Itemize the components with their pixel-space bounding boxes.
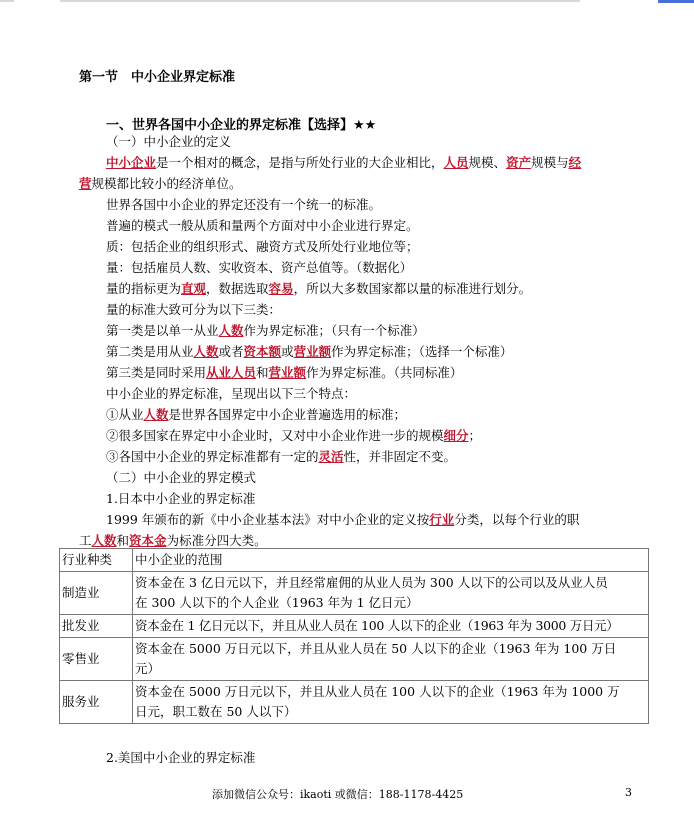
table-cell-scope [133,615,649,638]
keyword-capital-fund: 资本金 [129,533,167,548]
table-cell-industry: 批发业 [60,615,133,638]
definition-paragraph-line1 [106,153,581,173]
text-span: 和 [256,365,269,380]
text-span: 性，并非固定不变。 [343,449,457,464]
table-cell-scope [133,572,649,615]
text-span: 作为界定标准。（共同标准） [306,365,463,380]
top-accent-bar [658,0,694,3]
text-span: 第二类是用从业 [106,344,194,359]
top-border-segment [0,0,14,2]
text-span: 第一类是以单一从业 [106,323,219,338]
text-span: 作为界定标准；（只有一个标准） [243,323,425,338]
keyword-employees: 从业人员 [206,365,257,380]
keyword-revenue: 营业额 [268,365,307,380]
text-span: 规模、 [468,155,507,170]
table-cell-industry: 制造业 [60,572,133,615]
text-span: ②很多国家在界定中小企业时，又对中小企业作进一步的规模 [106,428,444,443]
heading-world-standards: 一、世界各国中小企业的界定标准【选择】★★ [106,118,377,133]
text-span: 工 [79,533,92,548]
text-span: 规模与 [531,155,569,170]
table-row [60,572,649,615]
keyword-flexible: 灵活 [318,449,344,464]
keyword-operation-part1: 经 [568,155,582,170]
keyword-industry: 行业 [429,512,455,527]
text-span: 和 [116,533,130,548]
text-span: 是一个相对的概念，是指与所处行业的大企业相比， [156,155,444,170]
table-cell-scope [133,681,649,724]
text-span: 或 [281,344,294,359]
definition-paragraph-line2 [79,174,242,194]
scope-line: 资本金在 5000 万日元以下，并且从业人员在 50 人以下的企业（1963 年为 100 万日 [135,641,617,656]
table-cell-scope [133,638,649,681]
text-span: 规模都比较小的经济单位。 [91,176,242,191]
keyword-revenue: 营业额 [293,344,332,359]
subheading-definition: （一）中小企业的定义 [106,134,232,149]
line-quantity: 量：包括雇员人数、实收资本、资产总值等。（数据化） [106,260,413,275]
scope-line: 资本金在 5000 万日元以下，并且从业人员在 100 人以下的企业（1963 年为 1000 万 [135,684,620,699]
table-row [60,681,649,724]
line-features: 中小企业的界定标准，呈现出以下三个特点： [106,386,357,401]
scope-line: 元） [135,661,161,676]
category-3 [106,363,462,383]
line-quality: 质：包括企业的组织形式、融资方式及所处行业地位等； [106,239,419,254]
keyword-headcount: 人数 [143,407,169,422]
japan-paragraph-line1 [106,510,579,530]
keyword-assets: 资产 [506,155,532,170]
scope-line: 日元，职工数在 50 人以下） [135,704,297,719]
japan-title: 1.日本中小企业的界定标准 [106,491,256,506]
table-header-row [60,549,649,572]
text-span: ； [468,428,482,443]
scope-line: 资本金在 1 亿日元以下，并且从业人员在 100 人以下的企业（1963 年为 3000 万日元） [135,618,619,633]
keyword-headcount: 人数 [193,344,219,359]
page-number: 3 [625,786,632,799]
keyword-sme: 中小企业 [106,155,157,170]
line-indicator [106,279,531,299]
feature-3 [106,447,456,467]
table-header-cell: 中小企业的范围 [133,549,649,572]
line-no-unified-standard: 世界各国中小企业的界定还没有一个统一的标准。 [106,197,382,212]
section-title: 第一节 中小企业界定标准 [79,70,236,85]
table-row [60,638,649,681]
text-span: 或者 [218,344,244,359]
keyword-capital: 资本额 [243,344,282,359]
feature-2 [106,426,481,446]
subheading-modes: （二）中小企业的界定模式 [106,470,257,485]
scope-line: 在 300 人以下的个人企业（1963 年为 1 亿日元） [135,595,419,610]
text-span: 为标准分四大类。 [166,533,267,548]
text-span: 分类，以每个行业的职 [454,512,580,527]
table-cell-industry: 零售业 [60,638,133,681]
line-three-categories: 量的标准大致可分为以下三类： [106,302,282,317]
text-span: ③各国中小企业的界定标准都有一定的 [106,449,319,464]
top-border-segment [60,0,580,2]
keyword-easy: 容易 [268,281,294,296]
table-row [60,615,649,638]
text-span: ，所以大多数国家都以量的标准进行划分。 [293,281,532,296]
keyword-headcount: 人数 [91,533,117,548]
keyword-operation-part2: 营 [79,176,92,191]
category-1 [106,321,425,341]
top-border [0,0,694,3]
japan-standards-table [59,548,649,724]
keyword-intuitive: 直观 [181,281,207,296]
category-2 [106,342,512,362]
text-span: 作为界定标准；（选择一个标准） [331,344,513,359]
us-title: 2.美国中小企业的界定标准 [106,750,256,765]
text-span: 1999 年颁布的新《中小企业基本法》对中小企业的定义按 [106,512,430,527]
keyword-personnel: 人员 [443,155,469,170]
keyword-subdivide: 细分 [443,428,469,443]
scope-line: 资本金在 3 亿日元以下，并且经常雇佣的从业人员为 300 人以下的公司以及从业人员 [135,575,608,590]
table-cell-industry: 服务业 [60,681,133,724]
text-span: 是世界各国界定中小企业普遍选用的标准； [168,407,407,422]
text-span: ①从业 [106,407,144,422]
line-general-mode: 普遍的模式一般从质和量两个方面对中小企业进行界定。 [106,218,419,233]
text-span: 第三类是同时采用 [106,365,207,380]
keyword-headcount: 人数 [218,323,244,338]
text-span: ，数据选取 [206,281,269,296]
footer-contact: 添加微信公众号：ikaoti 或微信：188-1178-4425 [212,788,464,801]
text-span: 量的指标更为 [106,281,182,296]
table-header-cell: 行业种类 [60,549,133,572]
feature-1 [106,405,406,425]
